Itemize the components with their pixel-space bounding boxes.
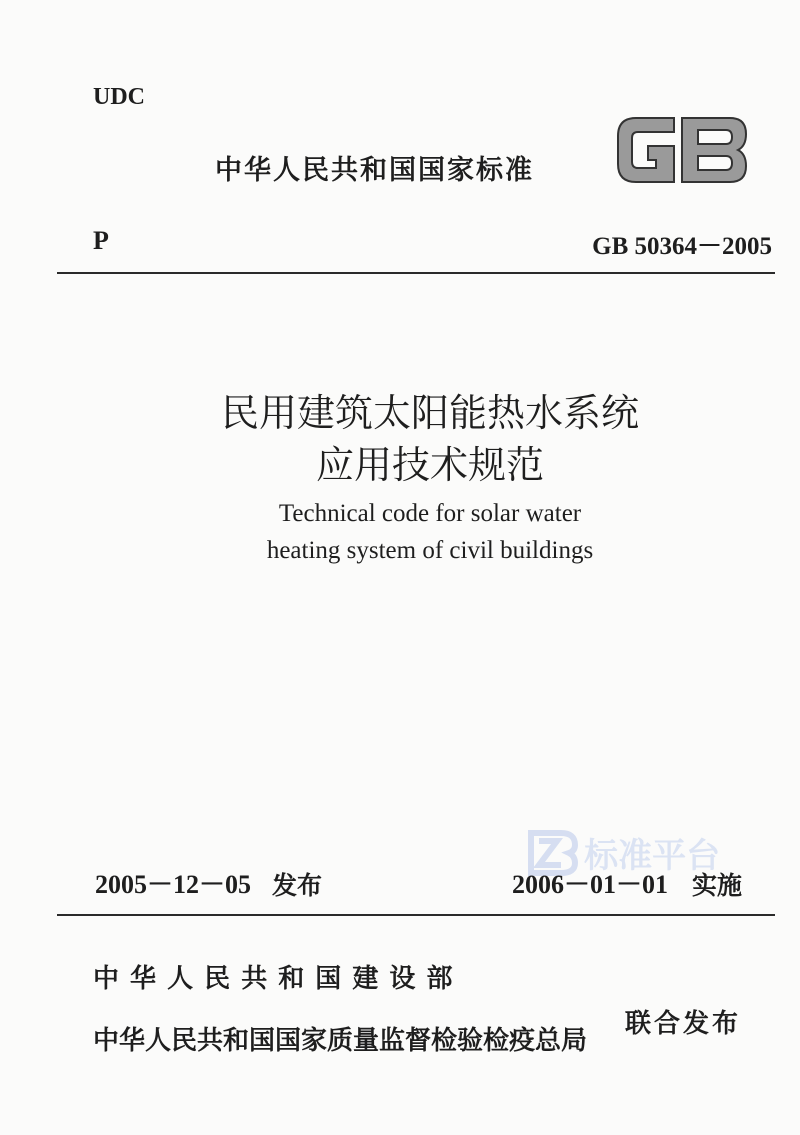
issue-date: 2005－12－05 — [95, 870, 252, 899]
national-standard-heading: 中华人民共和国国家标准 — [215, 155, 534, 186]
effective-date: 2006－01－01 — [512, 870, 669, 899]
title-en-line2: heating system of civil buildings — [266, 537, 594, 564]
watermark-text: 标准平台 — [584, 836, 721, 876]
issuer-line1: 中 华 人 民 共 和 国 建 设 部 — [93, 964, 454, 994]
gb-logo — [612, 112, 752, 188]
title-cn-line2: 应用技术规范 — [315, 443, 544, 487]
title-en-line1: Technical code for solar water — [278, 500, 582, 527]
joint-issue-label: 联合发布 — [625, 1009, 742, 1039]
issue-label: 发布 — [272, 871, 323, 900]
category-label: P — [93, 226, 109, 255]
effective-label: 实施 — [692, 871, 743, 900]
issuer-line2: 中华人民共和国国家质量监督检验检疫总局 — [93, 1026, 588, 1056]
standard-number: GB 50364－2005 — [592, 233, 772, 260]
title-cn-line1: 民用建筑太阳能热水系统 — [220, 391, 639, 435]
bottom-divider — [57, 914, 775, 916]
top-divider — [57, 272, 775, 274]
udc-label: UDC — [93, 84, 145, 110]
